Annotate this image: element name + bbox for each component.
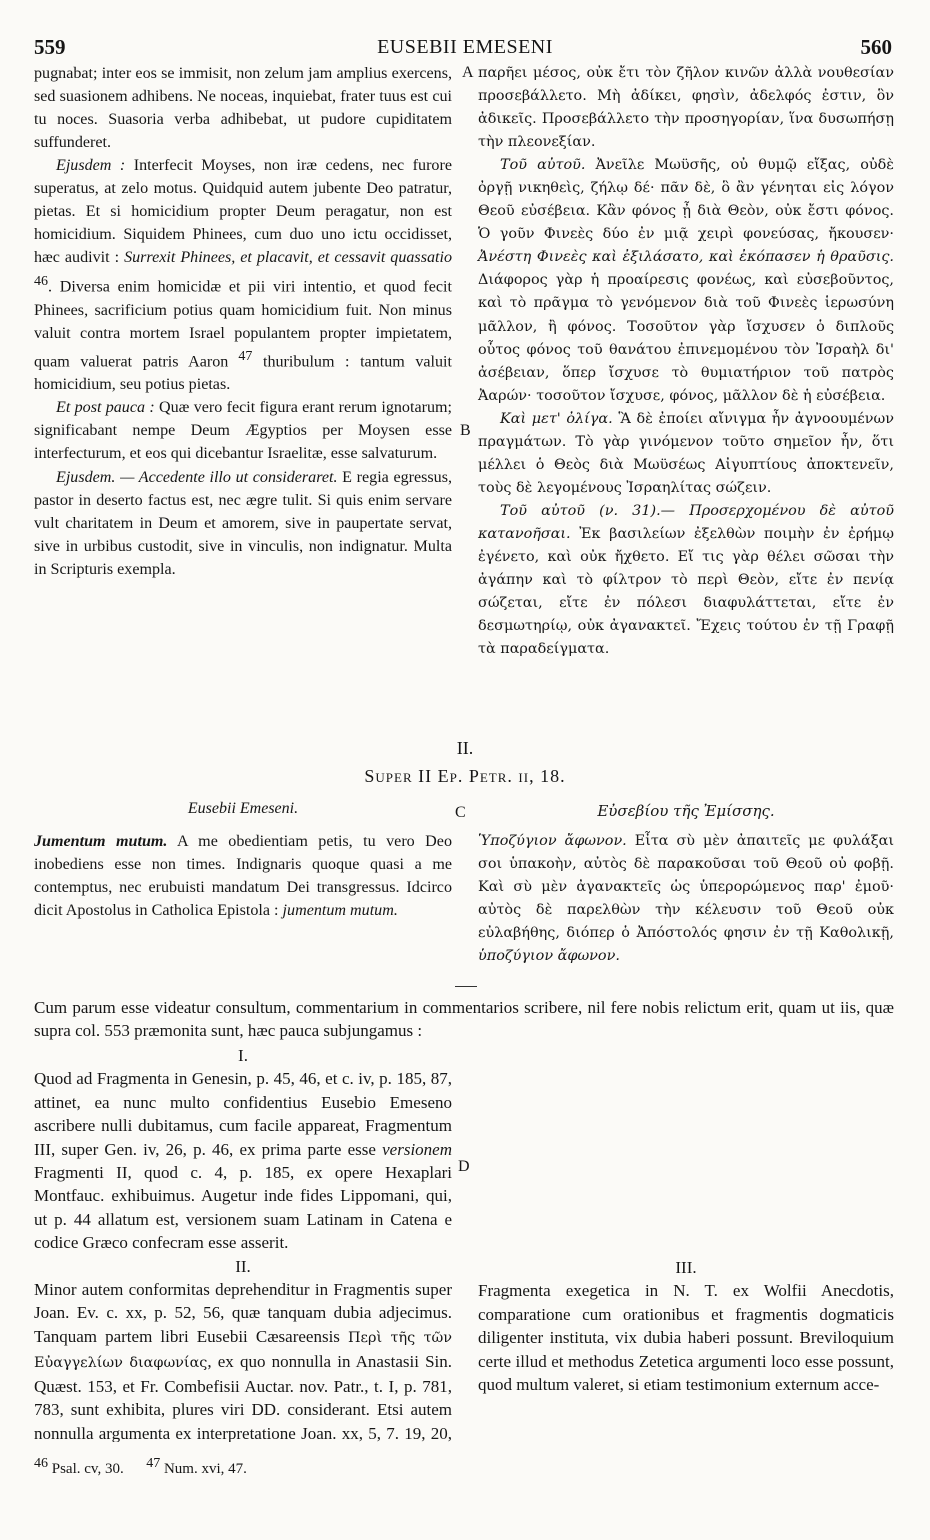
latin-paragraph-jumentum [34, 830, 452, 922]
margin-letter-d: D [458, 1158, 470, 1175]
note-text: , ex quo nonnulla in Anastasii Sin. Quæst. 153, et Fr. Combefisii Auctar. nov. Patr., t. I, p. 781, 783, sunt exhibita, plures viri DD. considerant. Etsi autem nonnulla argumenta ex interpretatione Joan. xx, 5, 7. 19, 20, [34, 1351, 452, 1443]
note-text: Minor autem conformitas deprehenditur in Fragmentis super Joan. Ev. c. xx, p. 52, 56, quæ tanquam dubia adjecimus. Tanquam partem libri Eusebii Cæsareensis [34, 1280, 452, 1346]
margin-letter-a: A [462, 64, 474, 81]
latin-quote-jumentum: jumentum mutum. [282, 902, 398, 920]
editor-note-left-column [34, 1044, 452, 1442]
greek-paragraph-2 [478, 154, 894, 408]
footnote-46: Psal. cv, 30. [48, 1461, 124, 1477]
latin-text: A me obedientiam petis, tu vero Deo inobediens esse non times. Indignaris quoque quasi a me contemptus, nec erubuisti mandatum Dei transgressus. Idcirco dicit Apostolus in Catholica Epistola : [34, 833, 452, 920]
greek-paragraph-4 [478, 500, 894, 661]
divider [455, 986, 477, 987]
greek-label-proserchomenou: Τοῦ αὐτοῦ (ν. 31).— Προσερχομένου δὲ αὐτοῦ κατανοῆσαι. [478, 502, 894, 542]
greek-author-title: Εὐσεβίου τῆς Ἐμίσσης. [597, 802, 775, 820]
margin-letter-c: C [455, 804, 466, 821]
latin-text: E regia egressus, pastor in deserto factus est, nec ægre tulit. Si quis enim servare vult charitatem in Deum et amorem, sive in paupertate servat, sive in urbibus custodit, sive in vinculis, non indignatur. Multa in Scripturis exempla. [34, 468, 452, 578]
footnotes [34, 1456, 452, 1478]
greek-label-met-oliga: Καὶ μετ' ὀλίγα. [500, 410, 613, 427]
greek-column-top [478, 62, 894, 661]
footnote-mark-46: 46 [34, 1456, 48, 1471]
greek-column-section2 [478, 830, 894, 968]
footnote-47: Num. xvi, 47. [160, 1461, 247, 1477]
greek-text: Ἀνεῖλε Μωϋσῆς, οὐ θυμῷ εἴξας, οὐδὲ ὀργῇ νικηθεὶς, ζήλῳ δέ· πᾶν δὲ, ὃ ἂν γένηται εἰς λόγον Θεοῦ εὐσέβεια. Κἂν φόνος ᾖ διὰ Θεὸν, οὐκ ἔστι φόνος. Ὁ γοῦν Φινεὲς δύο ἐν μιᾷ χειρὶ φονεύσας, ἤκουσεν· [478, 157, 894, 243]
intro-text: Cum parum esse videatur consultum, commentarium in commentarios scribere, nil fere nobis relictum erit, quam ut iis, quæ supra col. 553 præmonita sunt, hæc pauca subjungamus : [34, 998, 894, 1041]
latin-author-title: Eusebii Emeseni. [187, 800, 299, 817]
greek-paragraph-3 [478, 408, 894, 500]
note-paragraph-1 [34, 1067, 452, 1254]
greek-paragraph-1: παρῆει μέσος, οὐκ ἔτι τὸν ζῆλον κινῶν ἀλλὰ νουθεσίαν προσεβάλλετο. Μὴ ἀδίκει, φησὶν, ἀδελφός ἐστιν, ὃν ἀδικεῖς. Προσεβάλλετο τὴν προσηγορίαν, ἵνα δυσωπήσῃ τὴν πλεονεξίαν. [478, 65, 894, 151]
greek-text: Διάφορος γὰρ ἡ προαίρεσις φονέως, καὶ εὐσεβοῦντος, καὶ τὸ πρᾶγμα τὸ γενόμενον διὰ τοῦ Φινεὲς ἱερωσύνη μᾶλλον, ἢ φόνος. Τοσοῦτον γὰρ ἴσχυσεν ὁ διπλοῦς οὗτος φόνος τοῦ θανάτου ἐπινεμομένου τὸν Ἰσραὴλ δι' ἀσέβειαν, ὅπερ ἴσχυσε τὸ θυμιατήριον τοῦ πατρὸς Ἀαρών· τοσοῦτον ἴσχυσε, φόνος, μᾶλλον δὲ ἡ εὐσέβεια. [478, 272, 894, 404]
running-title: EUSEBII EMESENI [377, 36, 553, 58]
greek-text: Ἃ δὲ ἐποίει αἴνιγμα ἦν ἀγνοουμένων πραγμάτων. Τὸ γὰρ γινόμενον τοῦτο σημεῖον ἦν, ὅτι μέλλει ὁ Θεὸς διὰ Μωϋσέως Αἰγυπτίους ἀποκτενεῖν, τοὺς δὲ λεγομένους Ἰσραηλίτας σώζειν. [478, 410, 894, 496]
latin-text: Interfecit Moyses, non iræ cedens, nec furore superatus, at zelo motus. Quidquid autem jubente Deo patratur, pietas. Et si homicidium propter Deum peragatur, non est homicidium. Siquidem Phinees, cum duo uno ictu occidisset, hæc audivit : [34, 157, 452, 267]
note-italic-versionem: versionem [382, 1139, 452, 1159]
greek-label-tou-autou: Τοῦ αὐτοῦ. [500, 157, 586, 174]
footnote-ref-46: 46 [34, 274, 48, 290]
editor-note-right-column [478, 1044, 894, 1396]
greek-text: Εἶτα σὺ μὲν ἀπαιτεῖς με φυλάξαι σοι ὑπακοὴν, αὐτὸς δὲ παρακοῦσαι τοῦ Θεοῦ οὐ φοβῇ. Καὶ σὺ μὲν ἀγανακτεῖς ὡς ὑπερορώμενος παρ' ἐμοῦ· αὐτὸς δὲ παρελθὼν τὴν κέλευσιν τοῦ Θεοῦ οὐκ εὐλαβήθης, διόπερ ὁ Ἀπόστολός φησιν ἐν τῇ Καθολικῇ, [478, 833, 894, 942]
latin-paragraph-1: pugnabat; inter eos se immisit, non zelum jam amplius exercens, sed suasionem adhibens. Ne noceas, inquiebat, frater tuus est cui tu noces. Suasoria verba adhibebat, ut pudore cupiditatem suffunderet. [34, 65, 452, 152]
latin-label-post-pauca: Et post pauca : [56, 399, 155, 417]
greek-quote-hypozygion: ὑποζύγιον ἄφωνον. [478, 948, 620, 965]
note-numeral-1: I. [238, 1046, 248, 1065]
latin-text: Quæ vero fecit figura erant rerum ignotarum; significabant nempe Deum Ægyptios per Moysen esse interfecturum, et eos qui dicebantur Israelitæ, esse salvaturum. [34, 399, 452, 463]
latin-paragraph-3 [34, 396, 452, 465]
margin-letter-b: B [460, 422, 471, 439]
footnote-mark-47: 47 [146, 1456, 161, 1471]
latin-text: thuribulum : tantum valuit homicidium, seu potius pietas. [34, 353, 452, 394]
greek-quote-phinees: Ἀνέστη Φινεὲς καὶ ἐξιλάσατο, καὶ ἐκόπασεν ἡ θραῦσις. [478, 249, 894, 266]
page-number-left: 559 [34, 35, 66, 59]
editor-note-intro [34, 996, 894, 1043]
latin-paragraph-4 [34, 466, 452, 581]
section-heading: Super II Ep. Petr. ii, 18. [364, 766, 566, 786]
greek-paragraph-hypozygion [478, 830, 894, 968]
page-number-right: 560 [860, 35, 892, 59]
latin-label-jumentum: Jumentum mutum. [34, 833, 168, 850]
greek-label-hypozygion: Ὑποζύγιον ἄφωνον. [478, 833, 627, 849]
latin-label-accedente: Ejusdem. — Accedente illo ut consideraret. [56, 468, 338, 486]
section-numeral: II. [456, 738, 474, 758]
note-greek-title: Περὶ τῆς τῶν Εὐαγγελίων διαφωνίας [34, 1329, 452, 1371]
greek-text: Ἐκ βασιλείων ἐξελθὼν ποιμὴν ἐν ἐρήμῳ ἐγένετο, καὶ οὐκ ἤχθετο. Εἴ τις γὰρ θέλει σῶσαι τὴν ἀγάπην καὶ τὸ φίλτρον τὸ περὶ Θεὸν, εἴτε ἐν πενίᾳ σώζεται, εἴτε ἐν πόλεσι διαφυλάττεται, εἴτε ἐν δεσμωτηρίῳ, οὐκ ἀγανακτεῖ. Ἔχεις τούτου ἐν τῇ Γραφῇ τὰ παραδείγματα. [478, 525, 894, 658]
note-text: Fragmenti II, quod c. 4, p. 185, ex opere Hexaplari Montfauc. exhibuimus. Augetur inde fides Lippomani, qui, ut p. 44 allatum est, versionem suam Latinam in Catena e codice Græco confecram esse asserit. [34, 1163, 452, 1253]
note-paragraph-2 [34, 1278, 452, 1442]
latin-text: . Diversa enim homicidæ et pii viri intentio, et quod fecit Phinees, sacrificium potius quam homicidium fuit. Non minus valuit contra mortem Israel populantem propter impietatem, quam valuerat patris Aaron [34, 278, 452, 371]
note-numeral-3: III. [675, 1258, 697, 1277]
note-paragraph-3: Fragmenta exegetica in N. T. ex Wolfii Anecdotis, comparatione cum orationibus et fragmentis dogmaticis diligenter instituta, vix dubia haberi possunt. Breviloquium certe illud et methodus Zetetica argumenti loco esse possunt, quod multum valeret, si etiam testimonium externum acce- [478, 1281, 894, 1395]
latin-label-ejusdem: Ejusdem : [56, 157, 126, 175]
latin-paragraph-2 [34, 154, 452, 396]
note-text: Quod ad Fragmenta in Genesin, p. 45, 46, et c. iv, p. 185, 87, attinet, ea nunc multo confidentius Eusebio Emeseno ascribere nulli dubitamus, cum facile appareat, Fragmentum III, super Gen. iv, 26, p. 46, ex prima parte esse [34, 1069, 452, 1159]
note-numeral-2: II. [235, 1256, 251, 1276]
footnote-ref-47: 47 [228, 348, 253, 364]
latin-column-top [34, 62, 452, 581]
latin-column-section2 [34, 830, 452, 922]
latin-quote-phinees: Surrexit Phinees, et placavit, et cessavit quassatio [124, 249, 452, 267]
